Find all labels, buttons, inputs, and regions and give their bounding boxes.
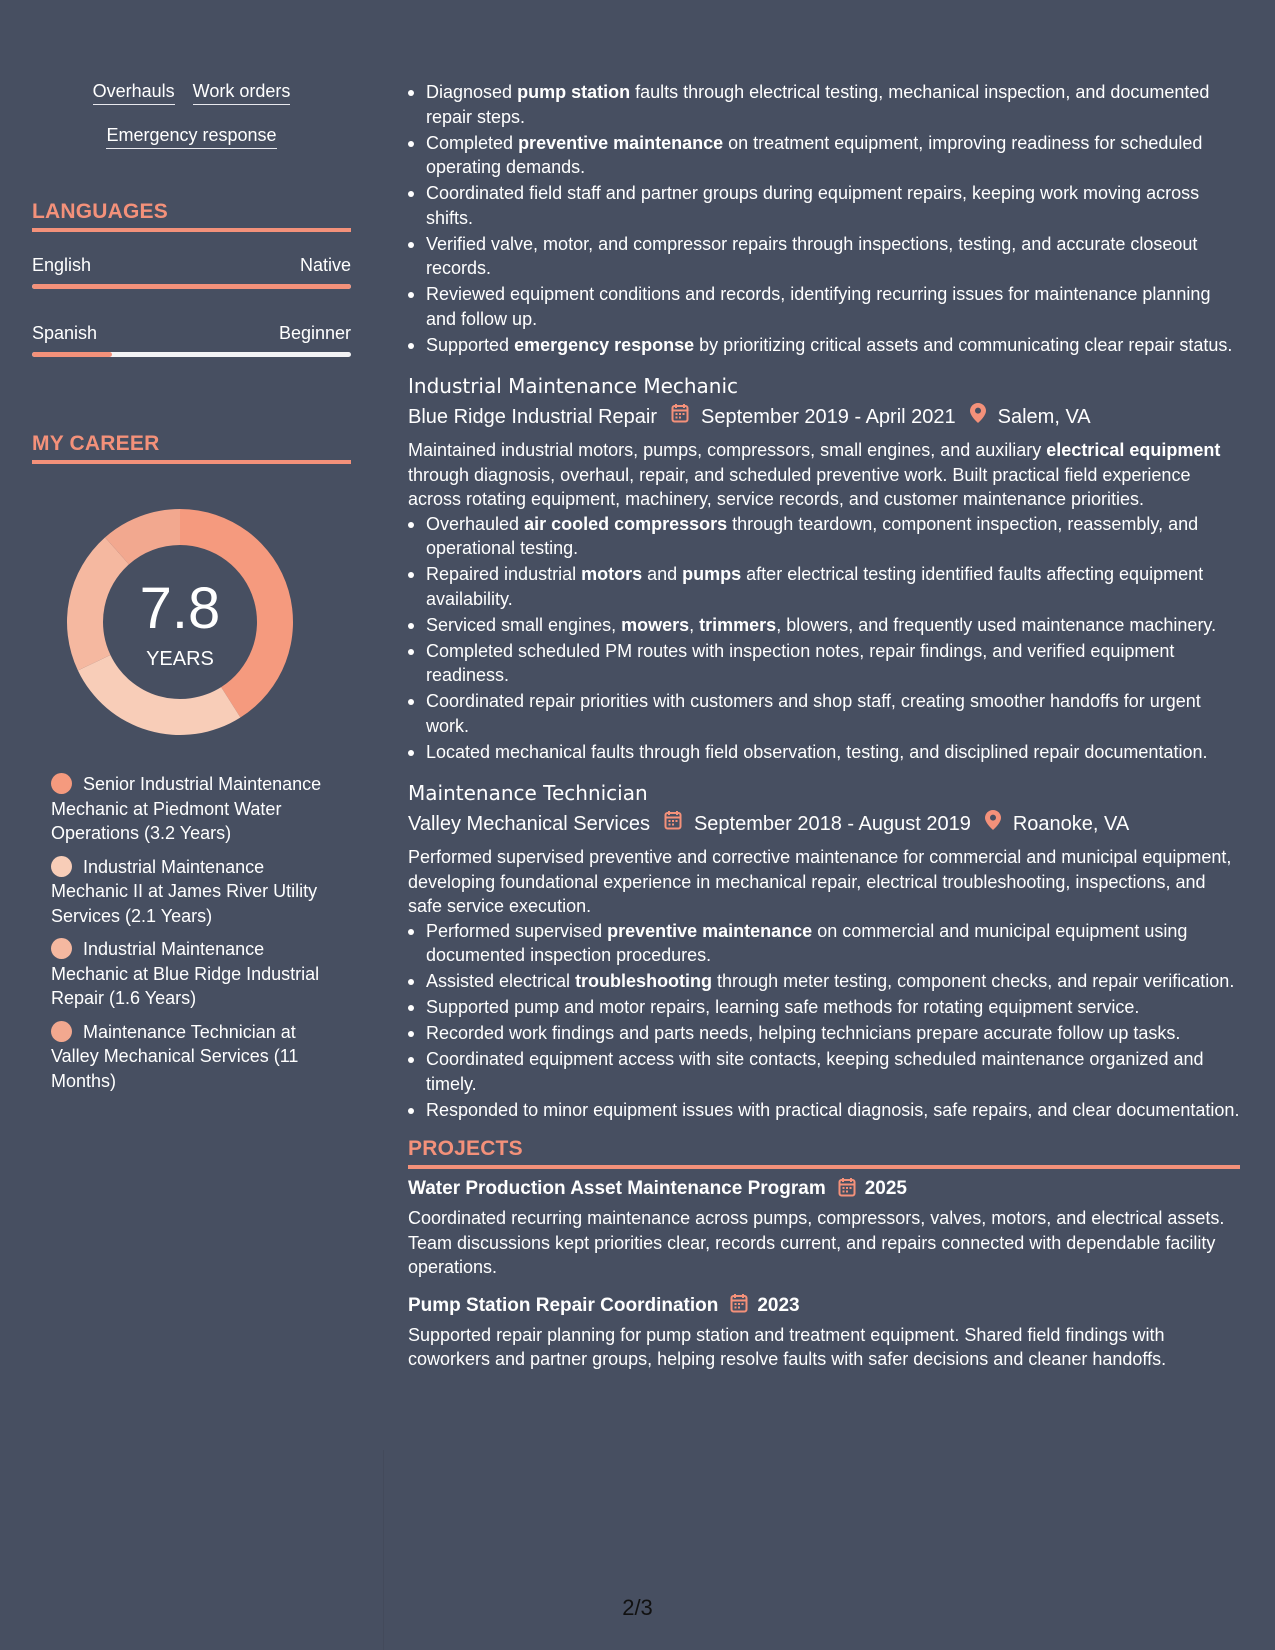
career-legend-label: Industrial Maintenance Mechanic II at James River Utility Services (2.1 Years) [51,856,318,926]
job-title: Maintenance Technician [408,781,648,805]
language-item [32,254,351,289]
language-name: English [32,255,92,275]
job-location: Salem, VA [997,405,1091,428]
project-entry [408,1176,1240,1280]
job-meta [408,810,1240,837]
language-level: Native [299,255,351,275]
job-entry [408,779,1240,1122]
career-total-years: 7.8 [139,576,221,641]
job-description: Performed supervised preventive and corrective maintenance for commercial and municipal equipment, developing foundational experience in mechanical repair, electrical troubleshooting, inspections, and safe service execution. [408,847,1232,916]
job-description: Maintained industrial motors, pumps, compressors, small engines, and auxiliary electrical equipment through diagnosis, overhaul, repair, and scheduled preventive work. Built practical field experience across rotating equipment, machinery, service records, and customer maintenance priorities. [408,440,1221,509]
career-total-unit: YEARS [146,648,214,670]
career-legend-label: Industrial Maintenance Mechanic at Blue Ridge Industrial Repair (1.6 Years) [51,939,320,1008]
bullet-item: Verified valve, motor, and compressor repairs through inspections, testing, and accurate closeout records. [408,232,1240,281]
location-pin-icon [985,810,1001,837]
career-legend-item [51,772,333,846]
language-proficiency-bar [32,284,351,289]
job-entry [408,372,1240,764]
bullet-item: Serviced small engines, mowers, trimmers, blowers, and frequently used maintenance machinery. [408,613,1240,638]
bullet-item: Repaired industrial motors and pumps after electrical testing identified faults affecting equipment availability. [408,562,1240,611]
skill-tag[interactable]: Emergency response [106,124,276,149]
career-legend-label: Maintenance Technician at Valley Mechanical Services (11 Months) [51,1021,299,1091]
bullet-item: Recorded work findings and parts needs, helping technicians prepare accurate follow up tasks. [408,1021,1240,1046]
legend-dot-icon [51,856,72,877]
job-location: Roanoke, VA [1012,812,1130,835]
bullet-item: Responded to minor equipment issues with practical diagnosis, safe repairs, and clear documentation. [408,1098,1240,1123]
bullet-item: Completed preventive maintenance on treatment equipment, improving readiness for scheduled operating demands. [408,131,1240,180]
job-meta [408,403,1240,430]
bullet-item: Supported emergency response by prioritizing critical assets and communicating clear repair status. [408,333,1240,358]
project-title: Pump Station Repair Coordination [408,1294,719,1316]
career-legend-label: Senior Industrial Maintenance Mechanic at Piedmont Water Operations (3.2 Years) [51,774,322,843]
bullet-item: Reviewed equipment conditions and records, identifying recurring issues for maintenance planning and follow up. [408,282,1240,331]
skill-tag[interactable]: Work orders [193,80,291,105]
page-number: 2/3 [622,1595,653,1620]
bullet-item: Coordinated repair priorities with customers and shop staff, creating smoother handoffs for urgent work. [408,689,1240,738]
career-legend-item [51,1020,333,1094]
previous-role-bullets [408,80,1240,357]
language-item [32,322,351,357]
project-year: 2025 [864,1178,908,1199]
bullet-item: Supported pump and motor repairs, learning safe methods for rotating equipment service. [408,995,1240,1020]
job-title: Industrial Maintenance Mechanic [408,374,739,398]
career-heading: MY CAREER [32,431,351,464]
job-bullets [408,919,1240,1123]
language-proficiency-fill [32,284,351,289]
career-legend-item [51,855,333,929]
bullet-item: Diagnosed pump station faults through electrical testing, mechanical inspection, and documented repair steps. [408,80,1240,129]
location-pin-icon [970,403,986,430]
sidebar [32,80,351,1102]
project-title: Water Production Asset Maintenance Program [408,1178,826,1199]
calendar-icon [838,1177,856,1202]
career-legend-item [51,937,333,1011]
languages-heading: LANGUAGES [32,199,351,232]
project-description: Supported repair planning for pump station and treatment equipment. Shared field findings with coworkers and partner groups, helping resolve faults with safer decisions and cleaner handoffs. [408,1324,1167,1369]
skill-tag[interactable]: Overhauls [93,80,175,105]
language-proficiency-bar [32,352,351,357]
projects-heading: PROJECTS [408,1136,1240,1169]
career-legend [51,772,333,1093]
calendar-icon [730,1293,748,1318]
calendar-icon [671,403,689,430]
language-proficiency-fill [32,352,112,357]
language-level: Beginner [278,323,351,343]
company-name: Blue Ridge Industrial Repair [408,405,658,428]
project-year: 2023 [757,1294,800,1316]
bullet-item: Assisted electrical troubleshooting through meter testing, component checks, and repair verification. [408,969,1240,994]
job-dates: September 2018 - August 2019 [693,812,971,835]
bullet-item: Coordinated equipment access with site contacts, keeping scheduled maintenance organized and timely. [408,1047,1240,1096]
calendar-icon [664,810,682,837]
legend-dot-icon [51,1021,72,1042]
main-content [408,80,1240,1372]
skill-tags [32,80,351,168]
job-bullets [408,512,1240,765]
bullet-item: Located mechanical faults through field observation, testing, and disciplined repair documentation. [408,740,1240,765]
bullet-item: Coordinated field staff and partner groups during equipment repairs, keeping work moving across shifts. [408,181,1240,230]
legend-dot-icon [51,773,72,794]
language-name: Spanish [32,323,98,343]
career-donut-chart [66,508,294,736]
job-dates: September 2019 - April 2021 [701,405,956,428]
company-name: Valley Mechanical Services [408,812,650,835]
project-entry [408,1293,1240,1372]
bullet-item: Overhauled air cooled compressors through teardown, component inspection, reassembly, and operational testing. [408,512,1240,561]
bullet-item: Completed scheduled PM routes with inspection notes, repair findings, and verified equipment readiness. [408,639,1240,688]
legend-dot-icon [51,938,72,959]
bullet-item: Performed supervised preventive maintenance on commercial and municipal equipment using documented inspection procedures. [408,919,1240,968]
project-description: Coordinated recurring maintenance across pumps, compressors, valves, motors, and electrical assets. Team discussions kept priorities clear, records current, and repairs connected with dependable facility operations. [408,1208,1225,1277]
